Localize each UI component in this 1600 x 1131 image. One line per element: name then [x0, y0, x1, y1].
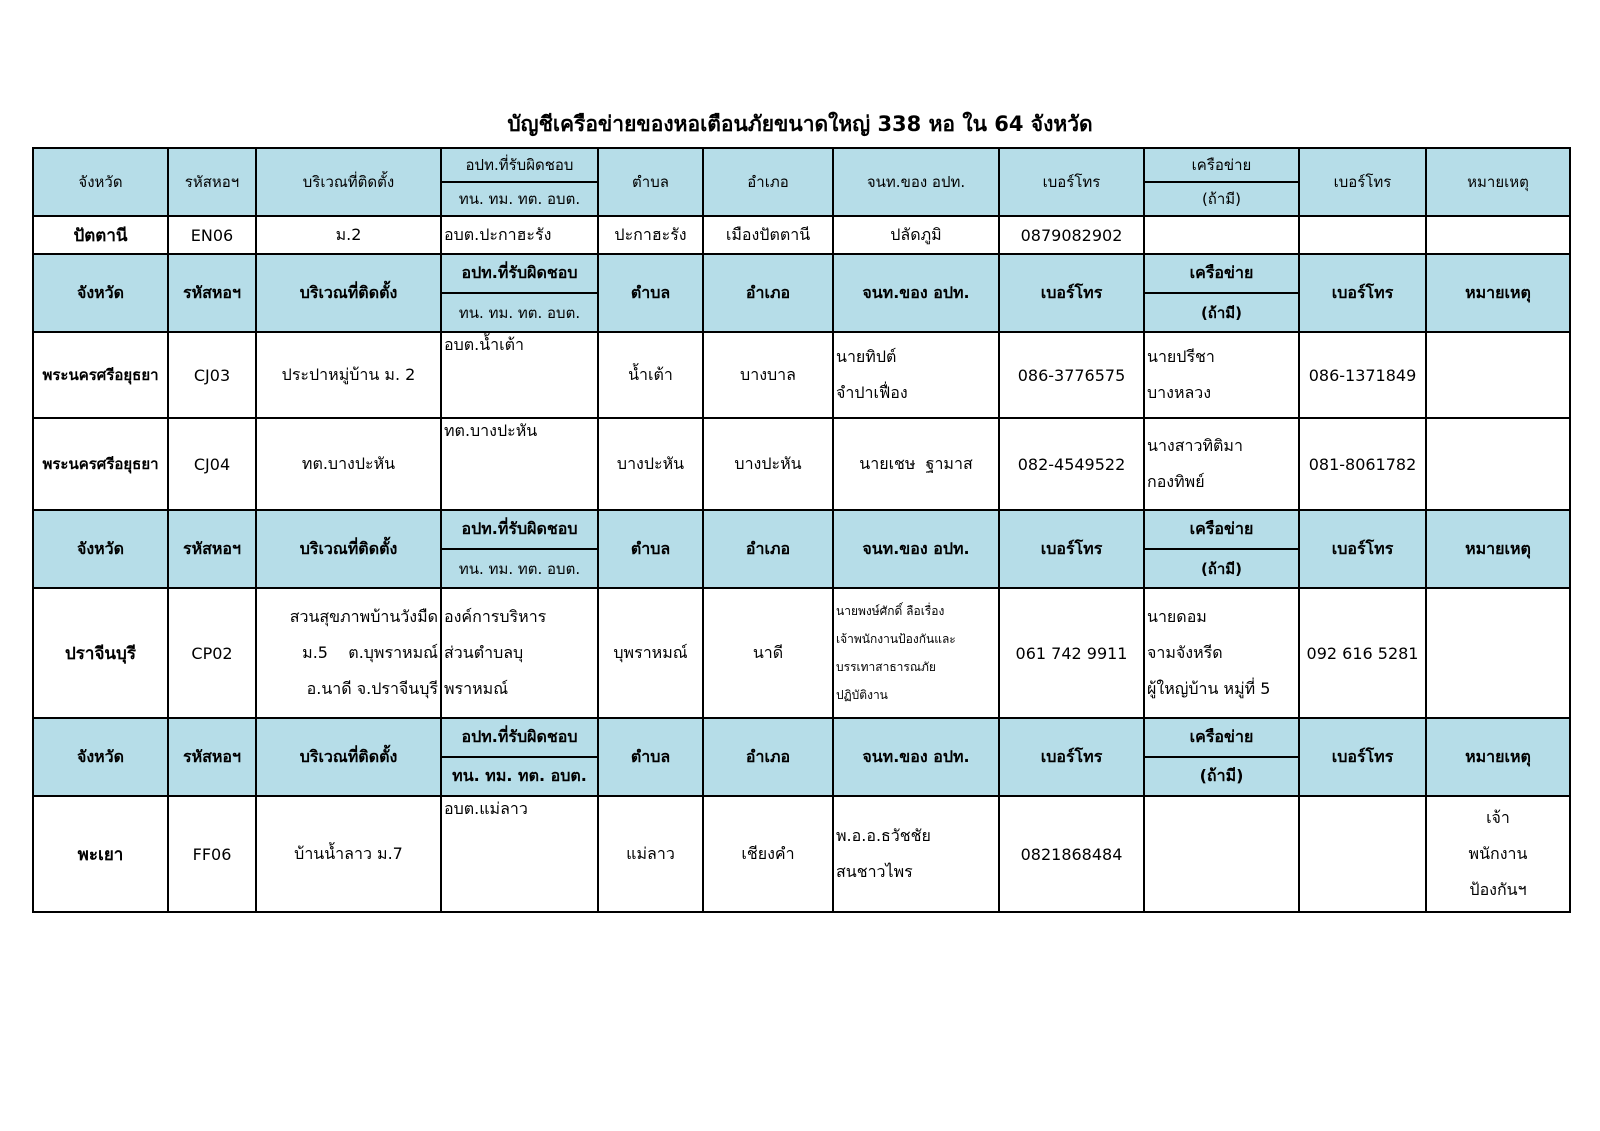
header-province: จังหวัด: [33, 718, 168, 796]
cell-remark: [1426, 332, 1570, 418]
network-name: นางสาวทิติมา: [1147, 436, 1243, 455]
header-network-sub: (ถ้ามี): [1144, 549, 1299, 588]
header-phone2: เบอร์โทร: [1299, 148, 1426, 216]
cell-officer: นายเชษ ฐามาส: [833, 418, 999, 510]
header-district: อำเภอ: [703, 254, 833, 332]
header-subdistrict: ตำบล: [598, 718, 703, 796]
network-table: [32, 147, 1571, 913]
officer-line: เจ้าพนักงานป้องกันและ: [836, 632, 956, 646]
header-row: [33, 718, 1570, 757]
header-responsible-sub: ทน. ทม. ทต. อบต.: [441, 182, 598, 216]
location-line: สวนสุขภาพบ้านวังมืด: [289, 607, 438, 626]
header-row: [33, 510, 1570, 549]
officer-surname: จำปาเฟื่อง: [836, 383, 908, 402]
cell-location: ม.2: [256, 216, 441, 254]
cell-phone: 0879082902: [999, 216, 1144, 254]
table-row: [33, 216, 1570, 254]
cell-location: [256, 588, 441, 718]
header-code: รหัสหอฯ: [168, 718, 256, 796]
cell-remark: [1426, 588, 1570, 718]
cell-subdistrict: บุพราหมณ์: [598, 588, 703, 718]
header-phone: เบอร์โทร: [999, 718, 1144, 796]
header-network: เครือข่าย: [1144, 254, 1299, 293]
cell-province: ปัตตานี: [33, 216, 168, 254]
header-district: อำเภอ: [703, 718, 833, 796]
officer-line: นายพงษ์ศักดิ์ ลือเรื่อง: [836, 604, 945, 618]
cell-code: CP02: [168, 588, 256, 718]
header-province: จังหวัด: [33, 148, 168, 216]
table-row: [33, 796, 1570, 912]
header-province: จังหวัด: [33, 254, 168, 332]
header-responsible-sub: ทน. ทม. ทต. อบต.: [441, 293, 598, 332]
header-network: เครือข่าย: [1144, 148, 1299, 182]
cell-remark: [1426, 418, 1570, 510]
cell-officer: [833, 588, 999, 718]
responsible-line: พราหมณ์: [444, 679, 509, 698]
cell-district: นาดี: [703, 588, 833, 718]
responsible-line: ส่วนตำบลบุ: [444, 643, 524, 662]
cell-code: EN06: [168, 216, 256, 254]
table-row: [33, 418, 1570, 510]
header-code: รหัสหอฯ: [168, 148, 256, 216]
network-surname: บางหลวง: [1147, 383, 1212, 402]
header-remark: หมายเหตุ: [1426, 718, 1570, 796]
header-remark: หมายเหตุ: [1426, 254, 1570, 332]
header-remark: หมายเหตุ: [1426, 510, 1570, 588]
cell-phone: 082-4549522: [999, 418, 1144, 510]
network-name: นายปรีชา: [1147, 347, 1215, 366]
header-network: เครือข่าย: [1144, 718, 1299, 757]
cell-officer: [833, 332, 999, 418]
cell-location: บ้านน้ำลาว ม.7: [256, 796, 441, 912]
cell-network: [1144, 332, 1299, 418]
cell-phone2: 081-8061782: [1299, 418, 1426, 510]
header-row: [33, 254, 1570, 293]
header-province: จังหวัด: [33, 510, 168, 588]
cell-remark: [1426, 216, 1570, 254]
cell-code: FF06: [168, 796, 256, 912]
cell-network: [1144, 796, 1299, 912]
header-remark: หมายเหตุ: [1426, 148, 1570, 216]
header-phone2: เบอร์โทร: [1299, 254, 1426, 332]
officer-name: นายทิปต์: [836, 347, 897, 366]
location-line: อ.นาดี จ.ปราจีนบุรี: [306, 679, 438, 698]
cell-district: เมืองปัตตานี: [703, 216, 833, 254]
cell-officer: ปลัดภูมิ: [833, 216, 999, 254]
header-network: เครือข่าย: [1144, 510, 1299, 549]
header-location: บริเวณที่ติดตั้ง: [256, 510, 441, 588]
header-officer: จนท.ของ อปท.: [833, 510, 999, 588]
cell-remark: [1426, 796, 1570, 912]
cell-responsible: ทต.บางปะหัน: [441, 418, 598, 510]
header-phone2: เบอร์โทร: [1299, 510, 1426, 588]
header-district: อำเภอ: [703, 148, 833, 216]
cell-phone2: 086-1371849: [1299, 332, 1426, 418]
header-location: บริเวณที่ติดตั้ง: [256, 718, 441, 796]
header-network-sub: (ถ้ามี): [1144, 182, 1299, 216]
cell-phone: 061 742 9911: [999, 588, 1144, 718]
remark-line: เจ้า: [1486, 808, 1510, 827]
cell-subdistrict: แม่ลาว: [598, 796, 703, 912]
header-row: [33, 148, 1570, 182]
header-responsible: อปท.ที่รับผิดชอบ: [441, 718, 598, 757]
header-responsible-sub: ทน. ทม. ทต. อบต.: [441, 549, 598, 588]
header-officer: จนท.ของ อปท.: [833, 718, 999, 796]
cell-responsible: [441, 588, 598, 718]
cell-phone: 086-3776575: [999, 332, 1144, 418]
location-line: ม.5 ต.บุพราหมณ์: [302, 643, 438, 662]
cell-district: เชียงคำ: [703, 796, 833, 912]
header-phone2: เบอร์โทร: [1299, 718, 1426, 796]
cell-province: พระนครศรีอยุธยา: [33, 418, 168, 510]
cell-location: ประปาหมู่บ้าน ม. 2: [256, 332, 441, 418]
header-code: รหัสหอฯ: [168, 254, 256, 332]
responsible-line: องค์การบริหาร: [444, 607, 547, 626]
officer-surname: สนชาวไพร: [836, 862, 913, 881]
cell-province: พะเยา: [33, 796, 168, 912]
header-phone: เบอร์โทร: [999, 148, 1144, 216]
network-surname: กองทิพย์: [1147, 472, 1205, 491]
document-title: บัญชีเครือข่ายของหอเตือนภัยขนาดใหญ่ 338 หอ ใน 64 จังหวัด: [507, 112, 1093, 136]
header-location: บริเวณที่ติดตั้ง: [256, 148, 441, 216]
cell-phone2: [1299, 796, 1426, 912]
cell-responsible: อบต.น้ำเต้า: [441, 332, 598, 418]
cell-phone2: [1299, 216, 1426, 254]
cell-network: [1144, 216, 1299, 254]
cell-district: บางบาล: [703, 332, 833, 418]
cell-officer: [833, 796, 999, 912]
header-location: บริเวณที่ติดตั้ง: [256, 254, 441, 332]
cell-phone: 0821868484: [999, 796, 1144, 912]
cell-subdistrict: บางปะหัน: [598, 418, 703, 510]
cell-province: ปราจีนบุรี: [33, 588, 168, 718]
network-line: นายดอม: [1147, 607, 1207, 626]
officer-line: บรรเทาสาธารณภัย: [836, 660, 936, 674]
header-code: รหัสหอฯ: [168, 510, 256, 588]
header-officer: จนท.ของ อปท.: [833, 254, 999, 332]
network-line: ผู้ใหญ่บ้าน หมู่ที่ 5: [1147, 679, 1271, 698]
header-network-sub: (ถ้ามี): [1144, 293, 1299, 332]
cell-code: CJ04: [168, 418, 256, 510]
header-responsible-sub: ทน. ทม. ทต. อบต.: [441, 757, 598, 796]
cell-network: [1144, 588, 1299, 718]
header-phone: เบอร์โทร: [999, 510, 1144, 588]
cell-subdistrict: น้ำเต้า: [598, 332, 703, 418]
network-line: จามจังหรีด: [1147, 643, 1223, 662]
cell-code: CJ03: [168, 332, 256, 418]
cell-network: [1144, 418, 1299, 510]
cell-responsible: อบต.ปะกาฮะรัง: [441, 216, 598, 254]
cell-district: บางปะหัน: [703, 418, 833, 510]
table-row: [33, 588, 1570, 718]
header-responsible: อปท.ที่รับผิดชอบ: [441, 254, 598, 293]
header-network-sub: (ถ้ามี): [1144, 757, 1299, 796]
header-phone: เบอร์โทร: [999, 254, 1144, 332]
officer-name: พ.อ.อ.ธวัชชัย: [836, 826, 931, 845]
header-responsible: อปท.ที่รับผิดชอบ: [441, 510, 598, 549]
officer-line: ปฏิบัติงาน: [836, 688, 888, 702]
remark-line: พนักงาน: [1468, 844, 1528, 863]
remark-line: ป้องกันฯ: [1469, 880, 1527, 899]
cell-location: ทต.บางปะหัน: [256, 418, 441, 510]
table-row: [33, 332, 1570, 418]
header-subdistrict: ตำบล: [598, 254, 703, 332]
cell-responsible: อบต.แม่ลาว: [441, 796, 598, 912]
header-subdistrict: ตำบล: [598, 510, 703, 588]
header-officer: จนท.ของ อปท.: [833, 148, 999, 216]
header-subdistrict: ตำบล: [598, 148, 703, 216]
header-district: อำเภอ: [703, 510, 833, 588]
cell-subdistrict: ปะกาฮะรัง: [598, 216, 703, 254]
cell-province: พระนครศรีอยุธยา: [33, 332, 168, 418]
cell-phone2: 092 616 5281: [1299, 588, 1426, 718]
header-responsible: อปท.ที่รับผิดชอบ: [441, 148, 598, 182]
